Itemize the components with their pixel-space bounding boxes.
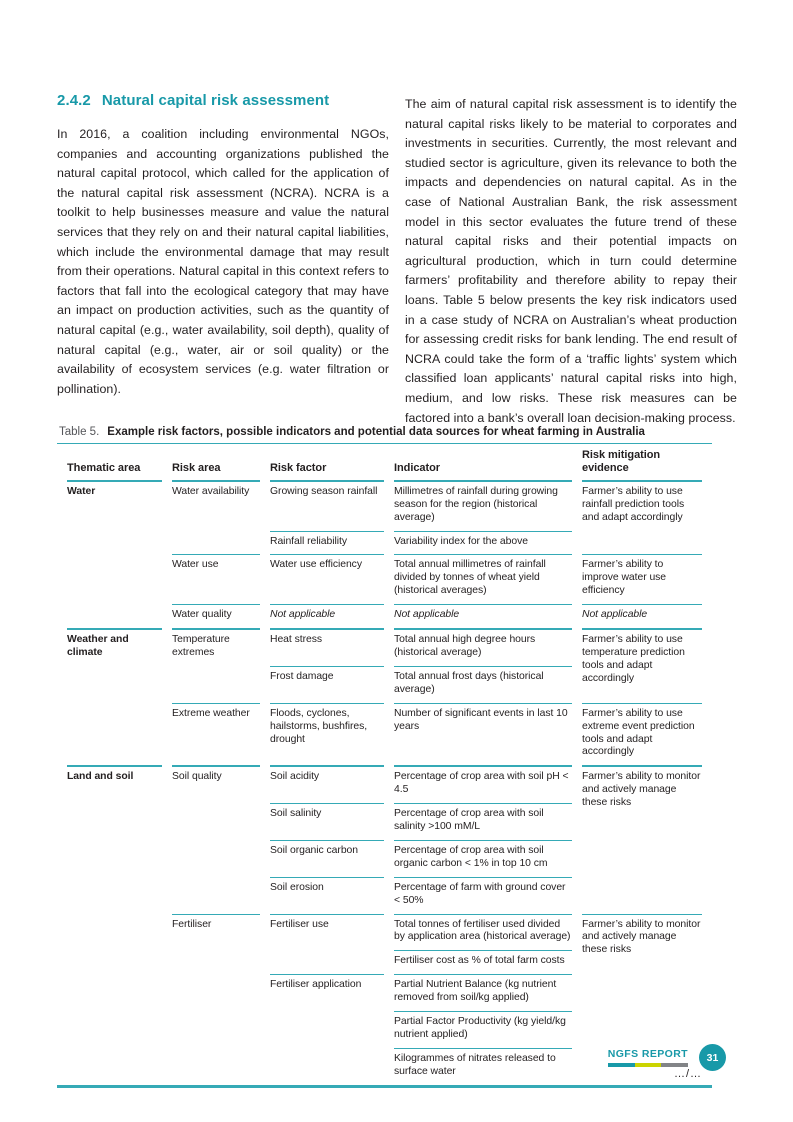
indicator-cell: Partial Nutrient Balance (kg nutrient removed from soil/kg applied): [394, 974, 572, 1011]
intro-right-column: [405, 92, 737, 428]
indicator-cell: Fertiliser cost as % of total farm costs: [394, 950, 572, 974]
mitigation-cell: Not applicable: [582, 604, 702, 628]
intro-left-column: [57, 92, 389, 428]
indicator-cell: Total annual millimetres of rainfall divided by tonnes of wheat yield (historical averages): [394, 554, 572, 604]
table-row: [67, 914, 702, 951]
risk-factor-cell: Soil erosion: [270, 877, 384, 914]
body-paragraph-left: In 2016, a coalition including environmental NGOs, companies and accounting organizations published the natural capital protocol, which called for the application of the natural capital risk assessment (NCRA). NCRA is a toolkit to help businesses measure and value the natural services that they rely on and their natural capital liabilities, which include the environmental damage that may result from their operations. Natural capital in this context refers to factors that fall into the ecological category that may have an impact on production activities, such as the quantity of natural capital (e.g., water availability, soil depth), quality of natural capital (e.g., water, air or soil quality) or the availability of ecosystem services (e.g. water filtration or pollination).: [57, 127, 389, 396]
risk-factor-cell: Growing season rainfall: [270, 485, 378, 497]
risk-factor-cell: Soil acidity: [270, 765, 384, 803]
mitigation-cell: Farmer’s ability to use extreme event prediction tools and adapt accordingly: [582, 703, 702, 766]
indicator-cell: Variability index for the above: [394, 531, 572, 555]
risk-area-cell: Water availability: [172, 485, 250, 497]
indicator-cell: Total tonnes of fertiliser used divided by application area (historical average): [394, 914, 572, 951]
mitigation-cell: Farmer’s ability to monitor and actively manage these risks: [582, 765, 702, 913]
column-header-thematic-area: Thematic area: [67, 444, 162, 482]
intro-section: [57, 92, 737, 428]
indicator-cell: Kilogrammes of nitrates released to surface water: [394, 1048, 572, 1085]
indicator-cell: Percentage of crop area with soil organic carbon < 1% in top 10 cm: [394, 840, 572, 877]
section-heading: [57, 92, 389, 109]
risk-factor-cell: Soil salinity: [270, 803, 384, 840]
indicator-cell: Percentage of crop area with soil salinity >100 mM/L: [394, 803, 572, 840]
color-bar-teal-segment: [608, 1063, 635, 1068]
thematic-cell: Water: [67, 485, 96, 497]
risk-area-cell: Fertiliser: [172, 914, 260, 1085]
column-header-risk-area: Risk area: [172, 444, 260, 482]
mitigation-cell: Farmer’s ability to use temperature prediction tools and adapt accordingly: [582, 628, 702, 703]
body-paragraph-right: The aim of natural capital risk assessment is to identify the natural capital risks likely to be material to corporates and investments in securities. Currently, the most relevant and studied sector is agriculture, given its relevance to both the impacts and dependencies on natural capital. As in the case of National Australian Bank, the risk assessment model in this sector evaluates the future trend of these natural capital risks and their potential impacts on agricultural production, which in turn could determine farmers’ profitability and therefore ability to repay their loans. Table 5 below presents the key risk indicators used in a case study of NCRA on Australian’s wheat production for assessing credit risks for bank lending. The end result of NCRA could take the form of a ‘traffic lights’ system which classified loan applicants’ natural capital risks into high, medium, and low risks. These risk measures can be factored into a bank’s overall loan decision-making process.: [405, 97, 737, 425]
risk-factor-cell: Soil organic carbon: [270, 840, 384, 877]
thematic-cell: Land and soil: [67, 765, 162, 1084]
risk-area-cell: Water quality: [172, 604, 260, 628]
table-header-row: [67, 444, 702, 482]
mitigation-text: Farmer’s ability to monitor and actively manage these risks: [582, 918, 701, 956]
table-section: [57, 426, 712, 1088]
table-row: [67, 604, 702, 628]
mitigation-cell: Farmer’s ability to use rainfall prediction tools and adapt accordingly: [582, 485, 685, 523]
table-row: [67, 703, 702, 766]
risk-factor-cell: Not applicable: [270, 604, 384, 628]
indicator-cell: Percentage of crop area with soil pH < 4.5: [394, 765, 572, 803]
table-caption: [59, 426, 712, 438]
indicator-cell: Partial Factor Productivity (kg yield/kg nutrient applied): [394, 1011, 572, 1048]
thematic-cell: Weather and climate: [67, 628, 162, 765]
footer-color-bar: [608, 1063, 688, 1068]
table-row: [67, 765, 702, 803]
indicator-cell: Not applicable: [394, 604, 572, 628]
indicator-cell: Percentage of farm with ground cover < 50%: [394, 877, 572, 914]
page-number-badge: 31: [699, 1044, 726, 1071]
indicator-cell: Total annual high degree hours (historical average): [394, 628, 572, 666]
continuation-mark: …/…: [673, 1067, 702, 1080]
report-label: NGFS REPORT: [607, 1048, 688, 1060]
risk-factor-cell: Fertiliser use: [270, 914, 384, 975]
indicator-cell: Millimetres of rainfall during growing season for the region (historical average): [394, 485, 558, 523]
risk-area-cell: Water use: [172, 554, 260, 604]
risk-table: [57, 443, 712, 1088]
mitigation-cell: Farmer’s ability to improve water use efficiency: [582, 554, 702, 604]
table-row: [67, 554, 702, 604]
risk-factor-cell: Rainfall reliability: [270, 531, 384, 555]
table-row: [67, 628, 702, 666]
risk-factor-cell: Frost damage: [270, 666, 384, 703]
color-bar-yellow-segment: [635, 1063, 662, 1068]
risk-factor-cell: Heat stress: [270, 628, 384, 666]
indicator-cell: Number of significant events in last 10 years: [394, 703, 572, 766]
table-caption-number: Table 5.: [59, 426, 100, 438]
section-title: Natural capital risk assessment: [101, 92, 330, 109]
column-header-risk-mitigation: Risk mitigation evidence: [582, 444, 702, 482]
indicator-cell: Total annual frost days (historical average): [394, 666, 572, 703]
section-number: 2.4.2: [57, 92, 91, 109]
table-row: [67, 482, 702, 531]
risk-area-cell: Temperature extremes: [172, 628, 260, 703]
report-identity: [608, 1048, 688, 1067]
risk-factor-cell: Fertiliser application: [270, 974, 384, 1084]
color-bar-gray-segment: [661, 1063, 688, 1068]
risk-area-cell: Soil quality: [172, 765, 260, 913]
column-header-indicator: Indicator: [394, 444, 572, 482]
risk-factor-cell: Floods, cyclones, hailstorms, bushfires, drought: [270, 703, 384, 766]
risk-factor-cell: Water use efficiency: [270, 554, 384, 604]
table-caption-text: Example risk factors, possible indicators and potential data sources for wheat farming in Australia: [107, 426, 645, 438]
risk-area-cell: Extreme weather: [172, 703, 260, 766]
column-header-risk-factor: Risk factor: [270, 444, 384, 482]
page-footer: [608, 1044, 726, 1071]
